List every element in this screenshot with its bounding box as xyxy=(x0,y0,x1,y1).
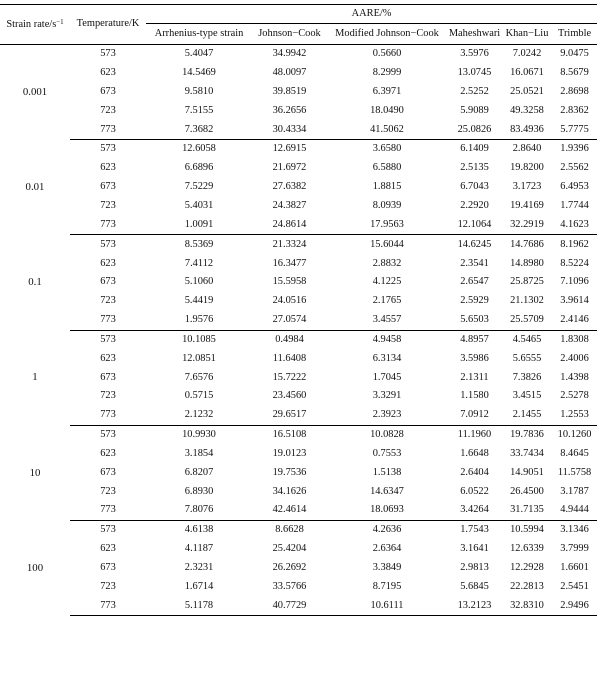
strain-rate-group xyxy=(0,330,597,425)
aare-value-cell: 23.4560 xyxy=(272,390,307,402)
aare-value-cell: 7.5155 xyxy=(184,104,214,116)
temperature-cell: 673 xyxy=(100,466,116,478)
aare-value-cell: 33.5766 xyxy=(272,580,307,592)
aare-value-cell: 8.5224 xyxy=(560,257,589,269)
table-row xyxy=(0,482,597,501)
aare-value-cell: 1.7744 xyxy=(560,199,589,211)
aare-value-cell: 9.5810 xyxy=(184,85,214,97)
aare-value-cell: 9.0475 xyxy=(560,48,589,60)
strain-rate-cell: 0.001 xyxy=(22,85,48,98)
aare-value-cell: 2.2920 xyxy=(460,199,489,211)
aare-value-cell: 14.7686 xyxy=(510,238,544,250)
aare-value-cell: 27.6382 xyxy=(272,181,307,193)
aare-value-cell: 19.7836 xyxy=(510,429,544,441)
aare-value-cell: 10.9930 xyxy=(182,429,216,441)
table-row xyxy=(0,350,597,369)
aare-value-cell: 2.3923 xyxy=(327,406,447,425)
table-row xyxy=(0,501,597,520)
aare-value-cell: 2.4146 xyxy=(552,311,597,330)
aare-value-cell: 21.6972 xyxy=(272,162,307,174)
aare-value-cell: 2.5135 xyxy=(460,162,489,174)
table-row xyxy=(0,178,597,197)
aare-value-cell: 3.1641 xyxy=(460,543,489,555)
table-row xyxy=(0,387,597,406)
table-row xyxy=(0,120,597,139)
aare-value-cell: 1.0091 xyxy=(146,216,252,235)
aare-value-cell: 4.1623 xyxy=(552,216,597,235)
temperature-cell: 773 xyxy=(70,216,146,235)
aare-value-cell: 2.5278 xyxy=(560,390,589,402)
aare-value-cell: 4.5465 xyxy=(512,333,542,345)
aare-value-cell: 5.9089 xyxy=(460,104,489,116)
aare-value-cell: 1.9576 xyxy=(146,311,252,330)
temperature-cell: 723 xyxy=(100,199,116,211)
table-row xyxy=(0,216,597,235)
model-header: Trimble xyxy=(552,24,597,45)
aare-value-cell: 2.5451 xyxy=(560,580,589,592)
aare-value-cell: 14.9051 xyxy=(510,466,544,478)
aare-value-cell: 3.1854 xyxy=(184,447,214,459)
aare-value-cell: 5.6503 xyxy=(447,311,502,330)
aare-value-cell: 14.5469 xyxy=(182,67,216,79)
aare-value-cell: 25.8725 xyxy=(510,276,544,288)
table-header xyxy=(0,5,597,45)
aare-value-cell: 8.7195 xyxy=(372,580,402,592)
table-row xyxy=(0,559,597,578)
aare-value-cell: 1.1580 xyxy=(460,390,489,402)
aare-value-cell: 19.7536 xyxy=(272,466,307,478)
aare-value-cell: 8.2999 xyxy=(372,67,402,79)
table-row xyxy=(0,273,597,292)
aare-value-cell: 14.6347 xyxy=(370,485,404,497)
strain-rate-cell: 0.1 xyxy=(28,276,42,289)
table-row xyxy=(0,254,597,273)
temperature-cell: 673 xyxy=(100,562,116,573)
strain-rate-group xyxy=(0,235,597,330)
aare-value-cell: 6.5880 xyxy=(372,162,402,174)
aare-value-cell: 2.1311 xyxy=(460,371,489,383)
aare-value-cell: 26.2692 xyxy=(272,562,307,573)
table-row xyxy=(0,368,597,387)
aare-value-cell: 1.4398 xyxy=(560,371,589,383)
aare-value-cell: 5.6555 xyxy=(512,352,542,364)
aare-value-cell: 4.1225 xyxy=(372,276,402,288)
aare-value-cell: 8.0939 xyxy=(372,199,402,211)
aare-value-cell: 6.3971 xyxy=(372,85,402,97)
aare-value-cell: 12.0851 xyxy=(182,352,216,364)
aare-value-cell: 5.4419 xyxy=(184,295,214,307)
model-header: Arrhenius-type strain xyxy=(146,24,252,45)
aare-value-cell: 2.3541 xyxy=(460,257,489,269)
aare-value-cell: 8.5369 xyxy=(184,238,214,250)
aare-value-cell: 3.4515 xyxy=(512,390,542,402)
aare-value-cell: 7.1096 xyxy=(560,276,589,288)
aare-value-cell: 4.2636 xyxy=(372,524,402,536)
table-row xyxy=(0,445,597,464)
aare-value-cell: 3.3291 xyxy=(372,390,402,402)
aare-value-cell: 6.7043 xyxy=(460,181,489,193)
aare-value-cell: 11.1960 xyxy=(457,429,492,441)
table-row xyxy=(0,197,597,216)
aare-value-cell: 1.6601 xyxy=(560,562,589,573)
strain-rate-group xyxy=(0,521,597,616)
aare-value-cell: 3.1346 xyxy=(560,524,589,536)
temperature-header: Temperature/K xyxy=(70,5,146,45)
temperature-cell: 723 xyxy=(100,104,116,116)
aare-value-cell: 3.3849 xyxy=(372,562,402,573)
aare-value-cell: 3.1723 xyxy=(512,181,542,193)
aare-value-cell: 13.0745 xyxy=(457,67,492,79)
aare-value-cell: 1.2553 xyxy=(552,406,597,425)
aare-value-cell: 2.5929 xyxy=(460,295,489,307)
table-row xyxy=(0,311,597,330)
aare-value-cell: 6.3134 xyxy=(372,352,402,364)
aare-value-cell: 83.4936 xyxy=(502,120,552,139)
aare-value-cell: 7.0242 xyxy=(512,48,542,60)
aare-group-header: AARE/% xyxy=(146,5,597,24)
temperature-cell: 623 xyxy=(100,543,116,555)
aare-value-cell: 14.8980 xyxy=(510,257,544,269)
aare-value-cell: 10.6111 xyxy=(327,596,447,615)
aare-value-cell: 8.5679 xyxy=(560,67,589,79)
table-row xyxy=(0,425,597,444)
aare-value-cell: 29.6517 xyxy=(252,406,327,425)
aare-value-cell: 42.4614 xyxy=(252,501,327,520)
aare-value-cell: 2.6547 xyxy=(460,276,489,288)
aare-value-cell: 17.9563 xyxy=(327,216,447,235)
temperature-cell: 773 xyxy=(70,596,146,615)
aare-value-cell: 2.8832 xyxy=(372,257,402,269)
aare-value-cell: 3.5976 xyxy=(460,48,489,60)
table-row xyxy=(0,102,597,121)
aare-value-cell: 7.6576 xyxy=(184,371,214,383)
aare-value-cell: 15.7222 xyxy=(272,371,307,383)
aare-value-cell: 31.7135 xyxy=(502,501,552,520)
aare-value-cell: 6.8207 xyxy=(184,466,214,478)
aare-value-cell: 32.8310 xyxy=(502,596,552,615)
table-row xyxy=(0,292,597,311)
aare-value-cell: 24.0516 xyxy=(272,295,307,307)
aare-value-cell: 6.0522 xyxy=(460,485,489,497)
aare-value-cell: 4.6138 xyxy=(184,524,214,536)
aare-value-cell: 11.5758 xyxy=(557,466,592,478)
temperature-cell: 673 xyxy=(100,85,116,97)
aare-value-cell: 25.0521 xyxy=(510,85,544,97)
aare-table xyxy=(0,4,597,616)
aare-value-cell: 3.4557 xyxy=(327,311,447,330)
aare-value-cell: 7.0912 xyxy=(447,406,502,425)
aare-value-cell: 2.1232 xyxy=(146,406,252,425)
aare-value-cell: 7.5229 xyxy=(184,181,214,193)
aare-value-cell: 3.9614 xyxy=(560,295,589,307)
table-row xyxy=(0,540,597,559)
aare-value-cell: 19.0123 xyxy=(272,447,307,459)
temperature-cell: 623 xyxy=(100,352,116,364)
aare-value-cell: 12.6339 xyxy=(510,543,544,555)
temperature-cell: 623 xyxy=(100,162,116,174)
aare-value-cell: 2.9813 xyxy=(460,562,489,573)
aare-value-cell: 11.6408 xyxy=(272,352,307,364)
aare-value-cell: 30.4334 xyxy=(252,120,327,139)
temperature-cell: 773 xyxy=(70,501,146,520)
aare-value-cell: 12.6915 xyxy=(272,143,307,155)
aare-value-cell: 34.1626 xyxy=(272,485,307,497)
aare-value-cell: 5.6845 xyxy=(460,580,489,592)
strain-rate-group xyxy=(0,140,597,235)
aare-value-cell: 22.2813 xyxy=(510,580,544,592)
strain-rate-header: Strain rate/$s^{-1}$ xyxy=(0,5,70,45)
model-header: Johnson−Cook xyxy=(252,24,327,45)
table-row xyxy=(0,140,597,159)
aare-value-cell: 2.8362 xyxy=(560,104,589,116)
aare-value-cell: 12.2928 xyxy=(510,562,544,573)
aare-value-cell: 16.3477 xyxy=(272,257,307,269)
aare-value-cell: 7.3682 xyxy=(146,120,252,139)
aare-value-cell: 32.2919 xyxy=(502,216,552,235)
aare-value-cell: 0.5660 xyxy=(372,48,402,60)
aare-value-cell: 13.2123 xyxy=(447,596,502,615)
aare-value-cell: 7.8076 xyxy=(146,501,252,520)
aare-value-cell: 14.6245 xyxy=(457,238,492,250)
aare-value-cell: 40.7729 xyxy=(252,596,327,615)
table-row xyxy=(0,464,597,483)
aare-value-cell: 16.5108 xyxy=(272,429,307,441)
aare-value-cell: 3.4264 xyxy=(447,501,502,520)
aare-value-cell: 10.0828 xyxy=(370,429,404,441)
aare-value-cell: 5.7775 xyxy=(552,120,597,139)
aare-value-cell: 12.1064 xyxy=(447,216,502,235)
strain-rate-group xyxy=(0,45,597,140)
aare-value-cell: 16.0671 xyxy=(510,67,544,79)
table-row xyxy=(0,578,597,597)
aare-value-cell: 1.8308 xyxy=(560,333,589,345)
temperature-cell: 723 xyxy=(100,390,116,402)
temperature-cell: 623 xyxy=(100,257,116,269)
aare-value-cell: 27.0574 xyxy=(252,311,327,330)
aare-value-cell: 21.3324 xyxy=(272,238,307,250)
aare-value-cell: 21.1302 xyxy=(510,295,544,307)
aare-value-cell: 36.2656 xyxy=(272,104,307,116)
aare-value-cell: 25.4204 xyxy=(272,543,307,555)
temperature-cell: 573 xyxy=(100,524,116,536)
aare-value-cell: 25.5709 xyxy=(502,311,552,330)
table-row xyxy=(0,45,597,64)
aare-value-cell: 1.6648 xyxy=(460,447,489,459)
aare-value-cell: 26.4500 xyxy=(510,485,544,497)
aare-value-cell: 4.8957 xyxy=(460,333,489,345)
aare-value-cell: 4.1187 xyxy=(184,543,214,555)
aare-value-cell: 3.6580 xyxy=(372,143,402,155)
aare-value-cell: 1.6714 xyxy=(184,580,214,592)
aare-value-cell: 6.6896 xyxy=(184,162,214,174)
aare-value-cell: 7.3826 xyxy=(512,371,542,383)
aare-value-cell: 33.7434 xyxy=(510,447,544,459)
temperature-cell: 723 xyxy=(100,580,116,592)
aare-value-cell: 2.8640 xyxy=(512,143,542,155)
aare-value-cell: 1.7045 xyxy=(372,371,402,383)
aare-value-cell: 39.8519 xyxy=(272,85,307,97)
temperature-cell: 573 xyxy=(100,333,116,345)
strain-rate-cell: 100 xyxy=(26,561,44,574)
aare-value-cell: 18.0693 xyxy=(327,501,447,520)
aare-value-cell: 8.6628 xyxy=(275,524,304,536)
model-header: Khan−Liu xyxy=(502,24,552,45)
temperature-cell: 723 xyxy=(100,485,116,497)
aare-value-cell: 6.4953 xyxy=(560,181,589,193)
aare-value-cell: 2.8698 xyxy=(560,85,589,97)
temperature-cell: 773 xyxy=(70,120,146,139)
temperature-cell: 573 xyxy=(100,429,116,441)
aare-value-cell: 2.1765 xyxy=(372,295,402,307)
aare-value-cell: 6.8930 xyxy=(184,485,214,497)
model-header: Maheshwari xyxy=(447,24,502,45)
aare-value-cell: 2.4006 xyxy=(560,352,589,364)
table-row xyxy=(0,83,597,102)
aare-value-cell: 5.4031 xyxy=(184,199,214,211)
aare-value-cell: 2.1455 xyxy=(502,406,552,425)
temperature-cell: 573 xyxy=(100,48,116,60)
aare-value-cell: 10.1260 xyxy=(557,429,592,441)
table-row xyxy=(0,159,597,178)
temperature-cell: 773 xyxy=(70,311,146,330)
table-row xyxy=(0,235,597,254)
aare-value-cell: 0.4984 xyxy=(275,333,304,345)
aare-value-cell: 1.5138 xyxy=(372,466,402,478)
temperature-cell: 623 xyxy=(100,67,116,79)
aare-value-cell: 10.1085 xyxy=(182,333,216,345)
aare-value-cell: 41.5062 xyxy=(327,120,447,139)
aare-value-cell: 15.6044 xyxy=(370,238,404,250)
aare-value-cell: 1.9396 xyxy=(560,143,589,155)
strain-rate-cell: 1 xyxy=(32,371,38,384)
aare-value-cell: 10.5994 xyxy=(510,524,544,536)
aare-value-cell: 3.5986 xyxy=(460,352,489,364)
aare-value-cell: 8.4645 xyxy=(560,447,589,459)
aare-value-cell: 5.1178 xyxy=(146,596,252,615)
table-row xyxy=(0,406,597,425)
aare-value-cell: 4.9458 xyxy=(372,333,402,345)
aare-value-cell: 2.6364 xyxy=(372,543,402,555)
strain-rate-cell: 0.01 xyxy=(25,180,45,193)
aare-value-cell: 1.8815 xyxy=(372,181,402,193)
temperature-cell: 673 xyxy=(100,276,116,288)
table-row xyxy=(0,330,597,349)
temperature-cell: 773 xyxy=(70,406,146,425)
aare-value-cell: 7.4112 xyxy=(184,257,214,269)
aare-value-cell: 49.3258 xyxy=(510,104,544,116)
model-header: Modified Johnson−Cook xyxy=(327,24,447,45)
aare-value-cell: 15.5958 xyxy=(272,276,307,288)
aare-value-cell: 2.5252 xyxy=(460,85,489,97)
aare-value-cell: 3.7999 xyxy=(560,543,589,555)
aare-value-cell: 1.7543 xyxy=(460,524,489,536)
aare-value-cell: 2.9496 xyxy=(552,596,597,615)
aare-value-cell: 25.0826 xyxy=(447,120,502,139)
table-row xyxy=(0,596,597,615)
aare-value-cell: 24.3827 xyxy=(272,199,307,211)
aare-value-cell: 19.8200 xyxy=(510,162,544,174)
temperature-cell: 673 xyxy=(100,371,116,383)
strain-rate-cell: 10 xyxy=(29,466,41,479)
aare-value-cell: 19.4169 xyxy=(510,199,544,211)
aare-value-cell: 24.8614 xyxy=(252,216,327,235)
aare-value-cell: 5.4047 xyxy=(184,48,214,60)
temperature-cell: 573 xyxy=(100,143,116,155)
aare-value-cell: 2.3231 xyxy=(184,562,214,573)
aare-value-cell: 4.9444 xyxy=(552,501,597,520)
aare-value-cell: 2.6404 xyxy=(460,466,489,478)
aare-value-cell: 18.0490 xyxy=(370,104,404,116)
strain-rate-group xyxy=(0,425,597,520)
aare-value-cell: 6.1409 xyxy=(460,143,489,155)
aare-value-cell: 8.1962 xyxy=(560,238,589,250)
temperature-cell: 723 xyxy=(100,295,116,307)
aare-value-cell: 0.7553 xyxy=(372,447,402,459)
temperature-cell: 623 xyxy=(100,447,116,459)
aare-value-cell: 12.6058 xyxy=(182,143,216,155)
aare-value-cell: 2.5562 xyxy=(560,162,589,174)
aare-value-cell: 5.1060 xyxy=(184,276,214,288)
table-row xyxy=(0,521,597,540)
aare-value-cell: 0.5715 xyxy=(184,390,214,402)
aare-value-cell: 3.1787 xyxy=(560,485,589,497)
temperature-cell: 673 xyxy=(100,181,116,193)
aare-value-cell: 34.9942 xyxy=(272,48,307,60)
temperature-cell: 573 xyxy=(100,238,116,250)
table-row xyxy=(0,64,597,83)
aare-value-cell: 48.0097 xyxy=(272,67,307,79)
